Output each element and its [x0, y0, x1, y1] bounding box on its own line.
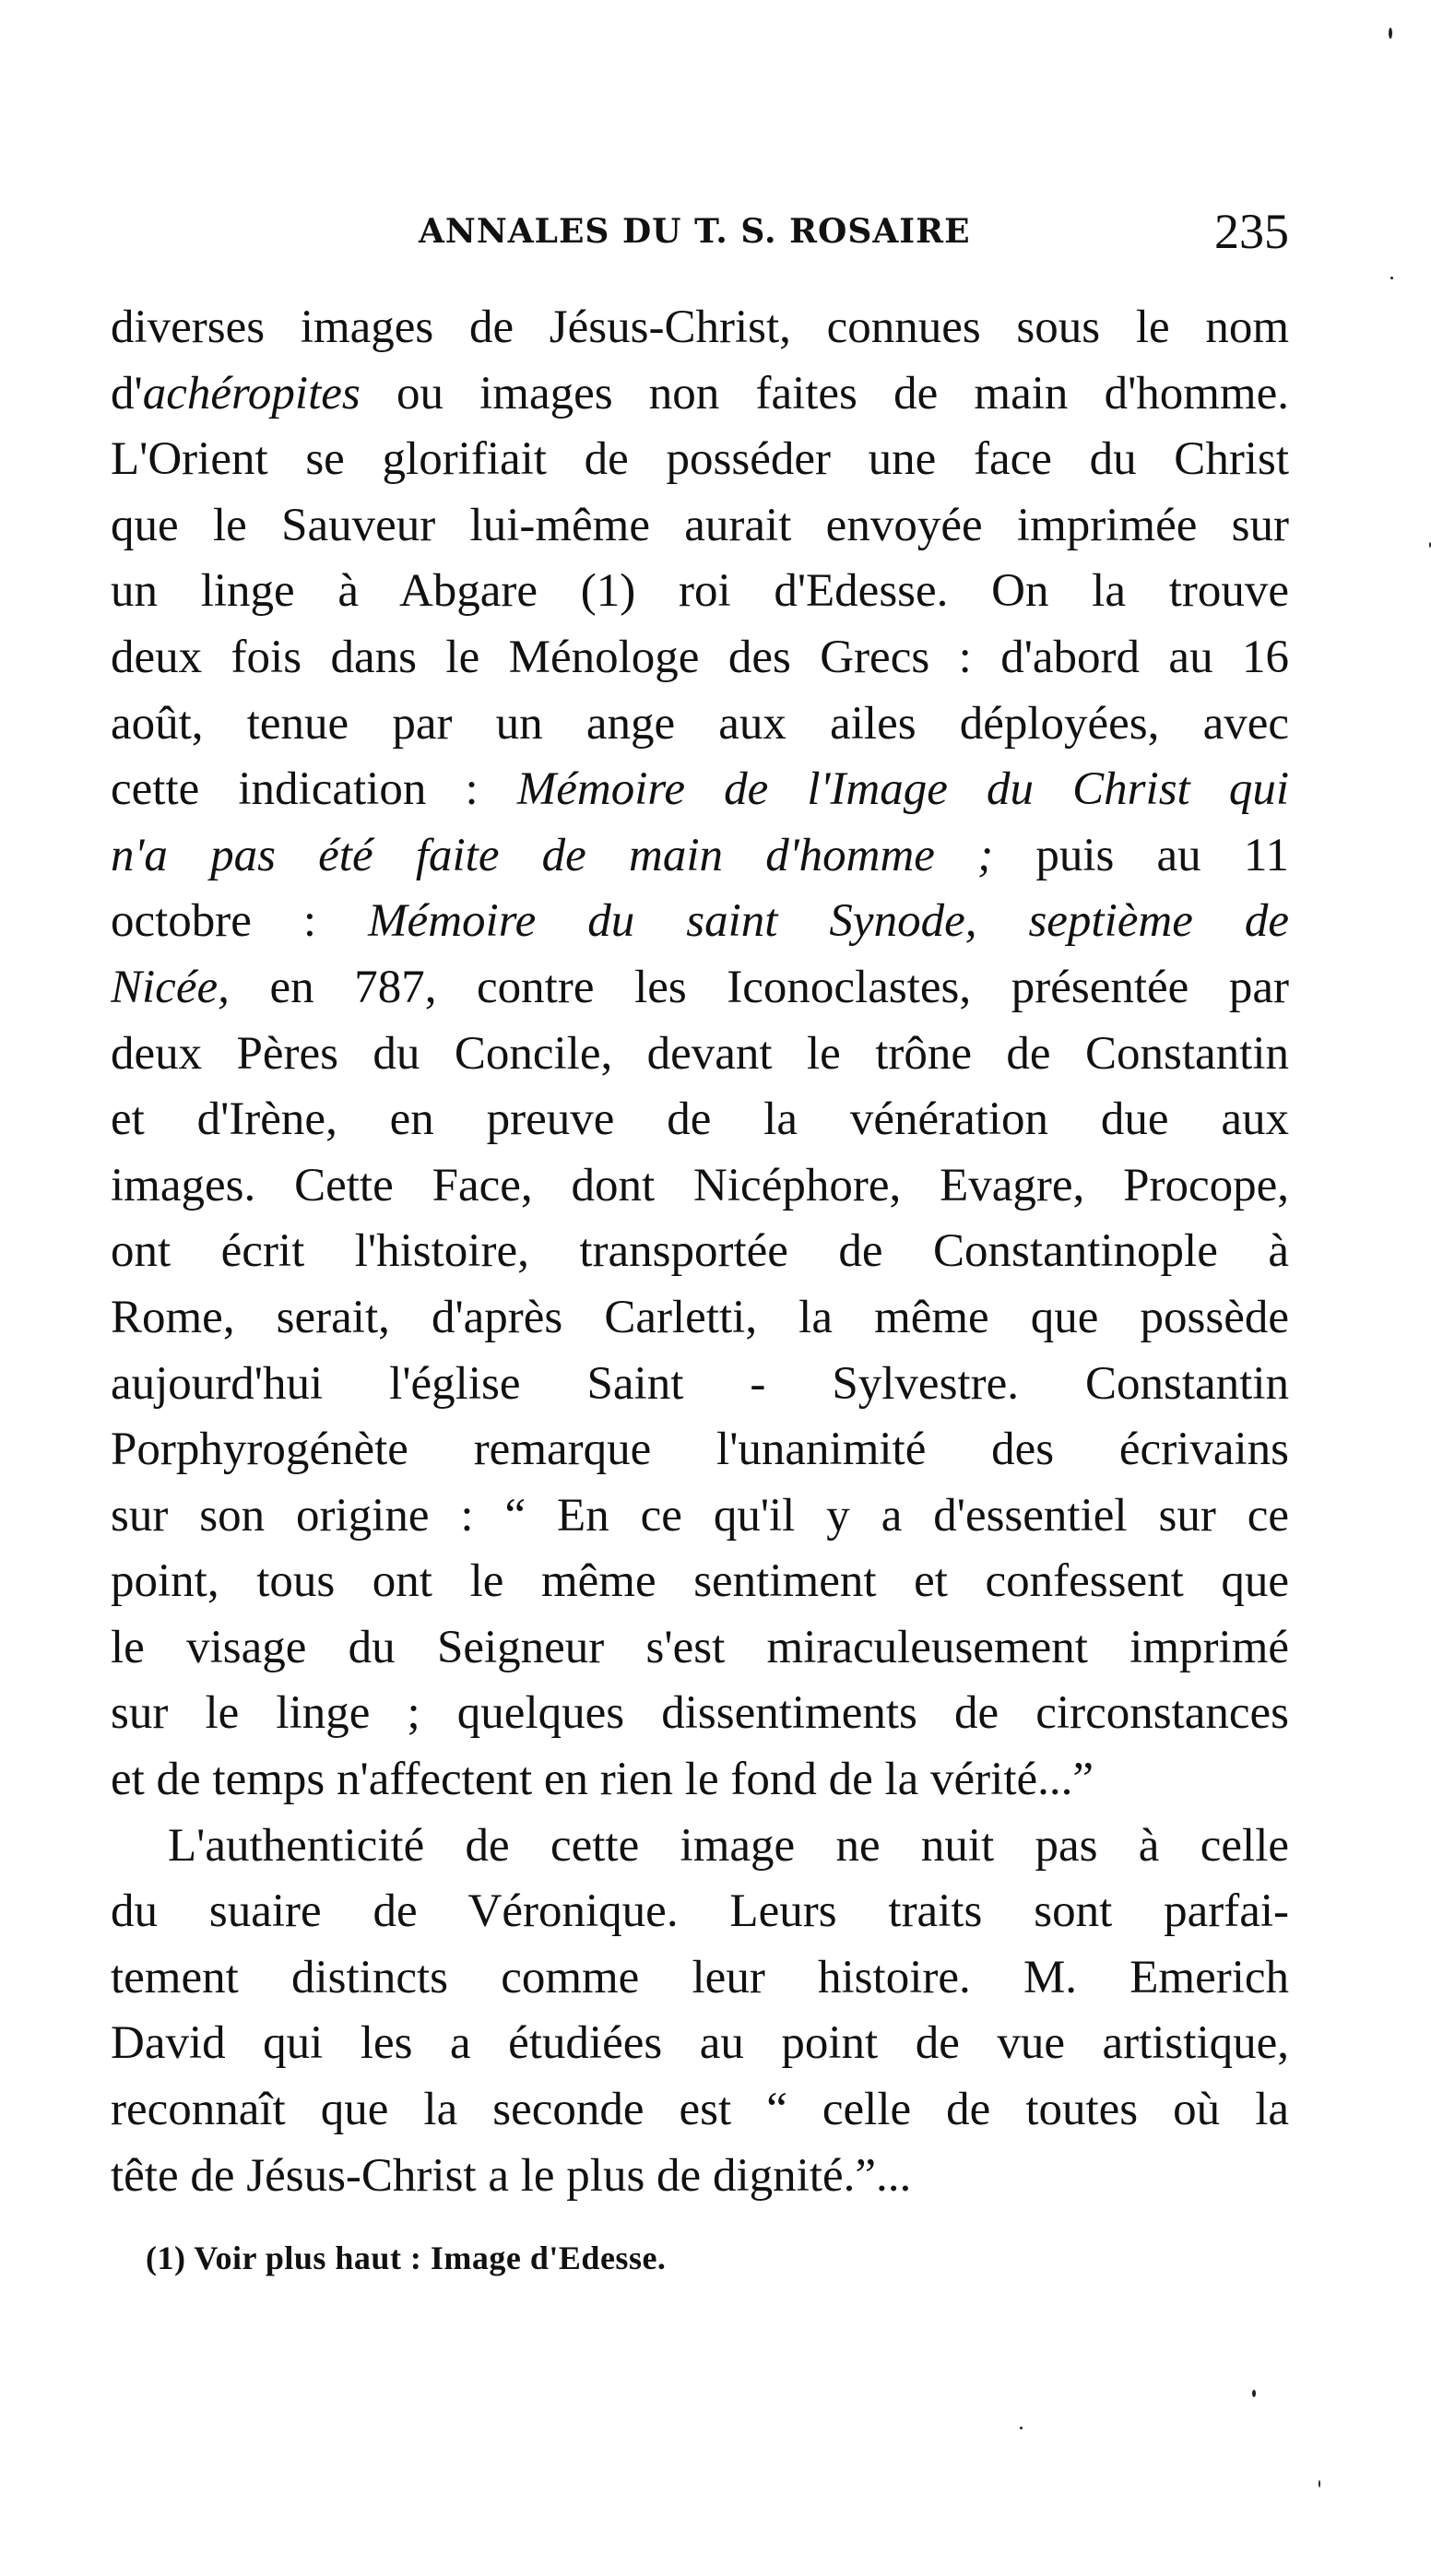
text-line — [111, 757, 1289, 823]
text-segment: deux Pères du Concile, devant le trône de Constantin — [111, 1027, 1289, 1080]
text-segment: Rome, serait, d'après Carletti, la même que possède — [111, 1291, 1289, 1343]
page-number: 235 — [1214, 204, 1289, 259]
text-segment: David qui les a étudiées au point de vue artistique, — [111, 2017, 1289, 2070]
scan-speck — [1390, 277, 1393, 279]
text-segment: sur son origine : “ En ce qu'il y a d'essentiel sur ce — [111, 1489, 1289, 1542]
text-segment: et de temps n'affectent en rien le fond de la vérité...” — [111, 1754, 1094, 1806]
text-segment: ont écrit l'histoire, transportée de Constantinople à — [111, 1225, 1289, 1278]
text-line — [111, 955, 1289, 1022]
text-segment: octobre : — [111, 895, 369, 948]
text-segment: tement distincts comme leur histoire. M. Emerich — [111, 1951, 1289, 2003]
text-segment: ou images non faites de main d'homme. — [360, 367, 1289, 419]
text-line — [111, 1945, 1289, 2012]
text-segment: L'Orient se glorifiait de posséder une face du Christ — [111, 433, 1289, 486]
text-segment: point, tous ont le même sentiment et confessent que — [111, 1555, 1289, 1608]
text-line — [111, 559, 1289, 625]
text-segment: sur le linge ; quelques dissentiments de circonstances — [111, 1687, 1289, 1740]
text-line — [111, 361, 1289, 428]
body-text — [111, 295, 1289, 2209]
text-line — [111, 1747, 1289, 1814]
text-line — [111, 427, 1289, 493]
text-line — [111, 823, 1289, 890]
text-line — [111, 1615, 1289, 1682]
running-title: ANNALES DU T. S. ROSAIRE — [419, 212, 971, 251]
text-line — [111, 625, 1289, 691]
text-line — [111, 1352, 1289, 1418]
italic-text: n'a pas été faite de main d'homme ; — [111, 829, 994, 881]
text-line — [111, 1879, 1289, 1945]
text-segment: L'authenticité de cette image ne nuit pas à celle — [168, 1819, 1289, 1872]
text-line — [111, 889, 1289, 955]
text-line — [111, 2011, 1289, 2077]
text-line — [111, 1814, 1289, 1880]
text-segment: et d'Irène, en preuve de la vénération due aux — [111, 1093, 1289, 1146]
italic-text: Nicée, — [111, 961, 230, 1013]
text-line — [111, 1022, 1289, 1088]
scan-speck — [1389, 28, 1392, 39]
text-line — [111, 493, 1289, 560]
text-line — [111, 1219, 1289, 1285]
text-segment: que le Sauveur lui-même aurait envoyée imprimée sur — [111, 499, 1289, 551]
text-line — [111, 1681, 1289, 1747]
text-line — [111, 1417, 1289, 1483]
scan-speck — [1020, 2427, 1023, 2429]
text-segment: un linge à Abgare (1) roi d'Edesse. On la trouve — [111, 565, 1289, 618]
text-line — [111, 295, 1289, 361]
text-segment: tête de Jésus-Christ a le plus de dignité.”... — [111, 2149, 912, 2202]
scan-speck — [1252, 2390, 1256, 2397]
text-segment: cette indication : — [111, 763, 517, 816]
italic-text: achéropites — [142, 367, 361, 419]
text-segment: reconnaît que la seconde est “ celle de toutes où la — [111, 2084, 1289, 2136]
text-segment: puis au 11 — [993, 829, 1289, 881]
italic-text: Mémoire du saint Synode, septième de — [368, 895, 1289, 948]
text-segment: le visage du Seigneur s'est miraculeusement imprimé — [111, 1621, 1289, 1673]
text-line — [111, 2144, 1289, 2210]
text-line — [111, 1483, 1289, 1550]
text-line — [111, 2077, 1289, 2144]
text-segment: aujourd'hui l'église Saint - Sylvestre. Constantin — [111, 1357, 1289, 1410]
text-segment: du suaire de Véronique. Leurs traits sont parfai- — [111, 1885, 1289, 1938]
text-line — [111, 691, 1289, 758]
text-segment: août, tenue par un ange aux ailes déployées, avec — [111, 697, 1289, 750]
text-segment: images. Cette Face, dont Nicéphore, Evagre, Procope, — [111, 1159, 1289, 1211]
text-line — [111, 1087, 1289, 1153]
footnote: (1) Voir plus haut : Image d'Edesse. — [146, 2239, 667, 2276]
text-segment: diverses images de Jésus-Christ, connues sous le nom — [111, 301, 1289, 353]
text-line — [111, 1153, 1289, 1220]
italic-text: Mémoire de l'Image du Christ qui — [516, 763, 1289, 816]
running-head — [111, 201, 1289, 260]
text-segment: Porphyrogénète remarque l'unanimité des écrivains — [111, 1424, 1289, 1476]
text-line — [111, 1285, 1289, 1352]
text-segment: en 787, contre les Iconoclastes, présentée par — [229, 961, 1289, 1013]
text-segment: deux fois dans le Ménologe des Grecs : d'abord au 16 — [111, 631, 1289, 683]
text-line — [111, 1549, 1289, 1615]
scan-speck — [1319, 2480, 1320, 2487]
text-segment: d' — [111, 367, 143, 419]
